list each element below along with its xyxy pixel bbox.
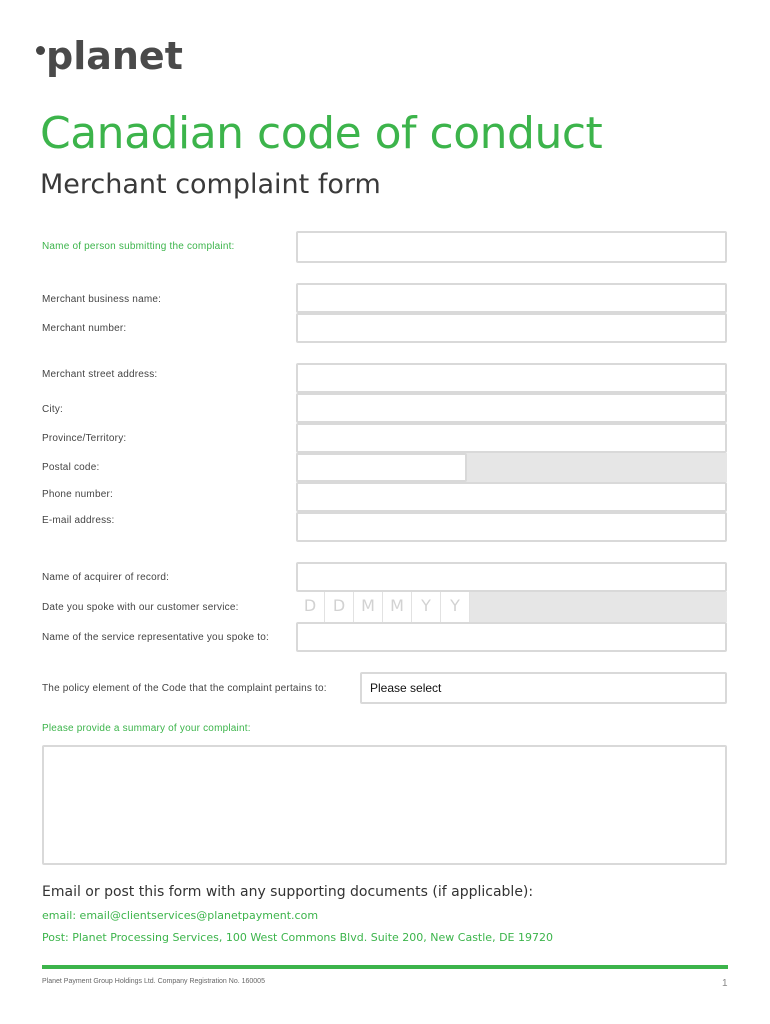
- summary-label: Please provide a summary of your complaint:: [42, 723, 251, 734]
- page-title: Canadian code of conduct: [40, 108, 603, 159]
- email-key: email:: [42, 909, 77, 922]
- date-label: Date you spoke with our customer service:: [42, 602, 239, 613]
- phone-input[interactable]: [296, 482, 727, 512]
- business-name-input[interactable]: [296, 283, 727, 313]
- date-input[interactable]: [296, 592, 470, 622]
- date-month-1[interactable]: M: [354, 592, 383, 622]
- post-address: Planet Processing Services, 100 West Commons Blvd. Suite 200, New Castle, DE 19720: [72, 931, 553, 944]
- post-key: Post:: [42, 931, 69, 944]
- policy-select[interactable]: Please select: [360, 672, 727, 704]
- business-name-label: Merchant business name:: [42, 294, 162, 305]
- acquirer-input[interactable]: [296, 562, 727, 592]
- postal-label: Postal code:: [42, 462, 100, 473]
- date-year-1[interactable]: Y: [412, 592, 441, 622]
- page-subtitle: Merchant complaint form: [40, 169, 381, 200]
- rep-input[interactable]: [296, 622, 727, 652]
- email-label: E-mail address:: [42, 515, 115, 526]
- province-label: Province/Territory:: [42, 433, 127, 444]
- date-day-2[interactable]: D: [325, 592, 354, 622]
- submitter-label: Name of person submitting the complaint:: [42, 241, 235, 252]
- merchant-number-input[interactable]: [296, 313, 727, 343]
- page-number: 1: [722, 978, 728, 989]
- logo-dot-icon: [36, 46, 45, 55]
- footer-rule: [42, 965, 728, 969]
- street-input[interactable]: [296, 363, 727, 393]
- policy-label: The policy element of the Code that the complaint pertains to:: [42, 683, 327, 694]
- acquirer-label: Name of acquirer of record:: [42, 572, 170, 583]
- logo-text: planet: [46, 34, 183, 78]
- contact-heading: Email or post this form with any supporting documents (if applicable):: [42, 884, 534, 900]
- date-day-1[interactable]: D: [296, 592, 325, 622]
- province-input[interactable]: [296, 423, 727, 453]
- rep-label: Name of the service representative you spoke to:: [42, 632, 269, 643]
- contact-email-line: [42, 909, 318, 922]
- date-month-2[interactable]: M: [383, 592, 412, 622]
- city-label: City:: [42, 404, 63, 415]
- email-input[interactable]: [296, 512, 727, 542]
- planet-logo: [36, 34, 196, 88]
- postal-input[interactable]: [296, 453, 467, 482]
- email-link[interactable]: email@clientservices@planetpayment.com: [79, 909, 319, 922]
- phone-label: Phone number:: [42, 489, 113, 500]
- footer-company: Planet Payment Group Holdings Ltd. Company Registration No. 160005: [42, 978, 265, 985]
- contact-post-line: [42, 931, 553, 944]
- merchant-number-label: Merchant number:: [42, 323, 127, 334]
- date-year-2[interactable]: Y: [441, 592, 470, 622]
- submitter-input[interactable]: [296, 231, 727, 263]
- summary-textarea[interactable]: [42, 745, 727, 865]
- street-label: Merchant street address:: [42, 369, 158, 380]
- city-input[interactable]: [296, 393, 727, 423]
